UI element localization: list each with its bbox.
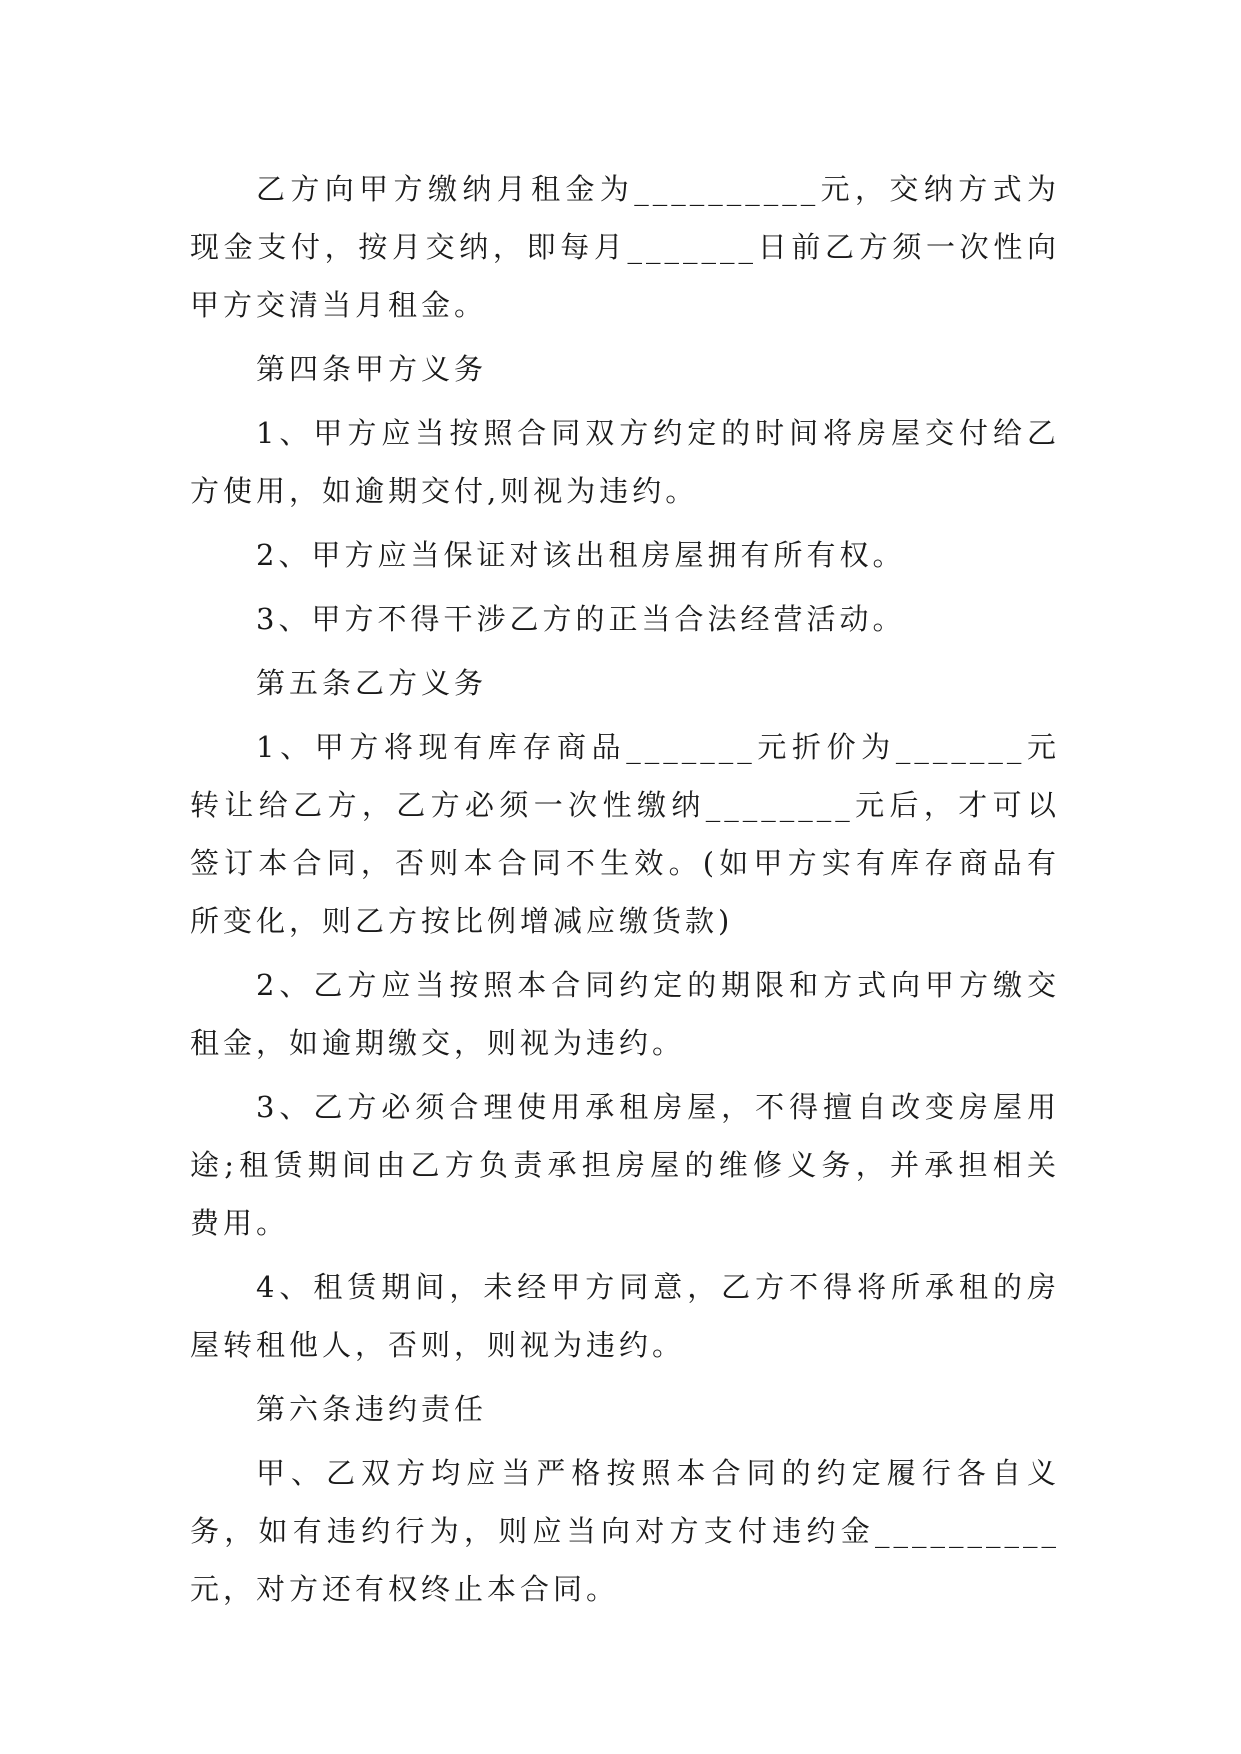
- paragraph-breach-liability: 甲、乙双方均应当严格按照本合同的约定履行各自义务，如有违约行为，则应当向对方支付违约金__________元，对方还有权终止本合同。: [190, 1456, 1060, 1606]
- heading-article-4: 第四条甲方义务: [256, 352, 488, 386]
- heading-article-5: 第五条乙方义务: [256, 666, 488, 700]
- paragraph-rent-payment: 乙方向甲方缴纳月租金为__________元，交纳方式为现金支付，按月交纳，即每月_______日前乙方须一次性向甲方交清当月租金。: [190, 172, 1060, 322]
- paragraph-party-b-duty-4: 4、租赁期间，未经甲方同意，乙方不得将所承租的房屋转租他人，否则，则视为违约。: [190, 1270, 1060, 1362]
- paragraph-party-b-duty-2: 2、乙方应当按照本合同约定的期限和方式向甲方缴交租金，如逾期缴交，则视为违约。: [190, 968, 1060, 1060]
- paragraph-party-a-duty-1: 1、甲方应当按照合同双方约定的时间将房屋交付给乙方使用，如逾期交付,则视为违约。: [190, 416, 1060, 508]
- paragraph-party-a-duty-3: 3、甲方不得干涉乙方的正当合法经营活动。: [256, 602, 906, 636]
- document-body: [190, 160, 1060, 1624]
- paragraph-party-a-duty-2: 2、甲方应当保证对该出租房屋拥有所有权。: [256, 538, 906, 572]
- paragraph-party-b-duty-3: 3、乙方必须合理使用承租房屋，不得擅自改变房屋用途;租赁期间由乙方负责承担房屋的维修义务，并承担相关费用。: [190, 1090, 1060, 1240]
- paragraph-party-b-duty-1: 1、甲方将现有库存商品_______元折价为_______元转让给乙方，乙方必须一次性缴纳________元后，才可以签订本合同，否则本合同不生效。(如甲方实有库存商品有所变化，则乙方按比例增减应缴货款): [190, 730, 1060, 938]
- heading-article-6: 第六条违约责任: [256, 1392, 488, 1426]
